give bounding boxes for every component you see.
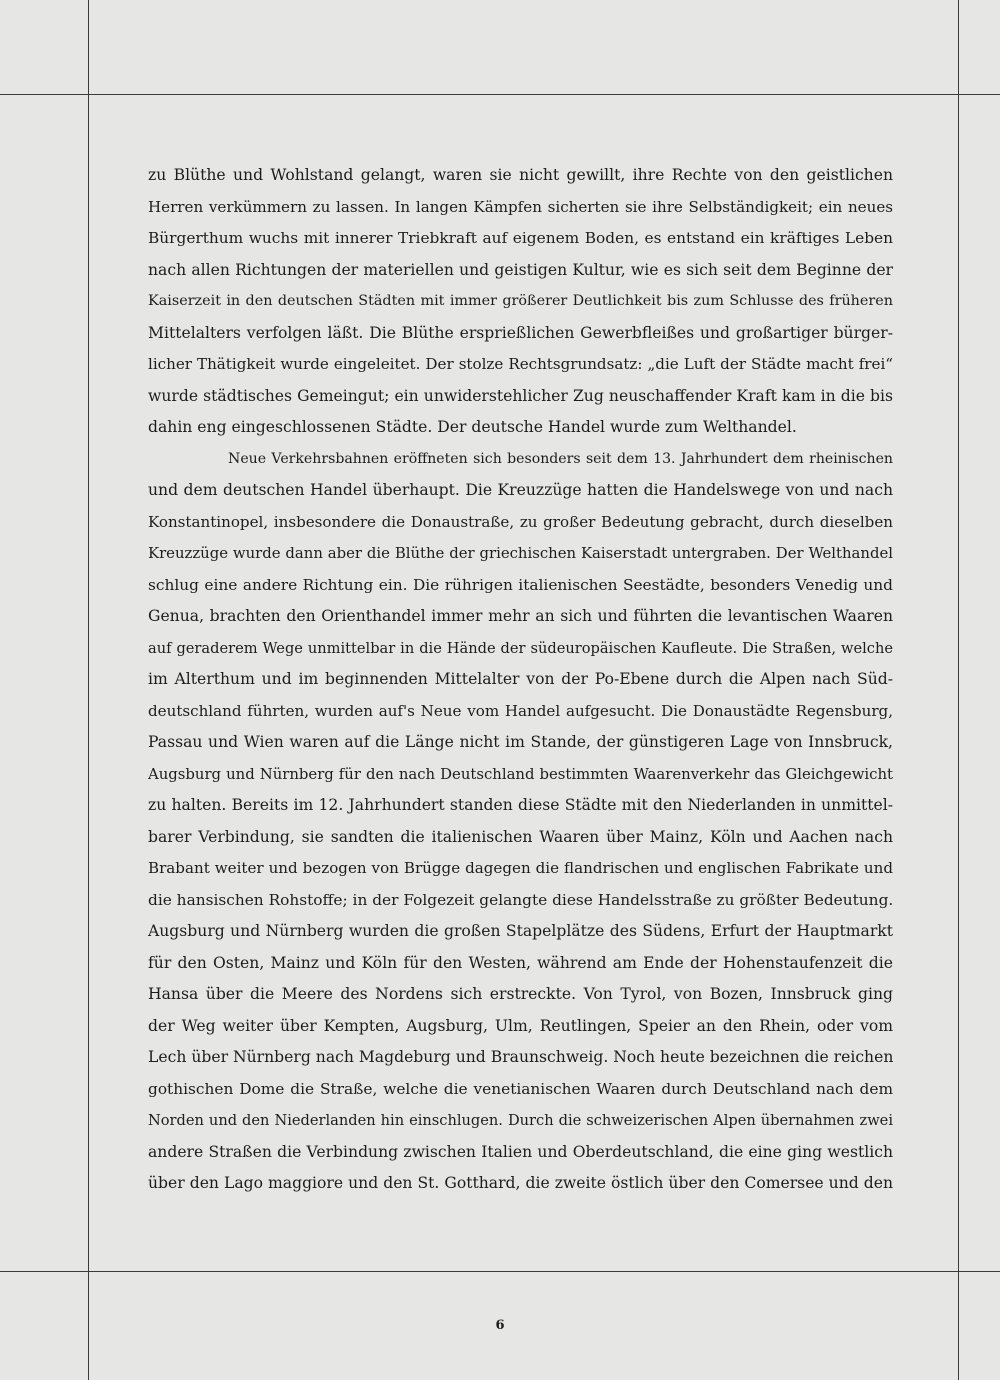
text-line: Norden und den Niederlanden hin einschlugen. Durch die schweizerischen Alpen übernahmen zwei	[148, 1112, 893, 1129]
text-line: Genua, brachten den Orienthandel immer mehr an sich und führten die levantischen Waaren	[148, 607, 893, 625]
text-line: wurde städtisches Gemeingut; ein unwiderstehlicher Zug neuschaffender Kraft kam in die bis	[148, 386, 893, 405]
text-line: Konstantinopel, insbesondere die Donaustraße, zu großer Bedeutung gebracht, durch dieselben	[148, 512, 893, 531]
text-line: Augsburg und Nürnberg wurden die großen Stapelplätze des Südens, Erfurt der Hauptmarkt	[148, 922, 893, 940]
frame-rule-top	[0, 94, 1000, 95]
text-line: für den Osten, Mainz und Köln für den Westen, während am Ende der Hohenstaufenzeit die	[148, 953, 893, 972]
text-line: barer Verbindung, sie sandten die italienischen Waaren über Mainz, Köln und Aachen nach	[148, 827, 893, 846]
text-line: licher Thätigkeit wurde eingeleitet. Der stolze Rechtsgrundsatz: „die Luft der Städte macht frei“	[148, 355, 893, 373]
text-line: Passau und Wien waren auf die Länge nicht im Stande, der günstigeren Lage von Innsbruck,	[148, 733, 893, 751]
text-line: Lech über Nürnberg nach Magdeburg und Braunschweig. Noch heute bezeichnen die reichen	[148, 1048, 893, 1066]
text-line: Kreuzzüge wurde dann aber die Blüthe der griechischen Kaiserstadt untergraben. Der Welthandel	[148, 544, 893, 562]
body-text	[148, 160, 893, 1200]
frame-rule-bottom	[0, 1271, 1000, 1272]
text-line: Augsburg und Nürnberg für den nach Deutschland bestimmten Waarenverkehr das Gleichgewicht	[148, 764, 893, 783]
text-line: Bürgerthum wuchs mit innerer Triebkraft auf eigenem Boden, es entstand ein kräftiges Leben	[148, 229, 893, 247]
text-line: über den Lago maggiore und den St. Gotthard, die zweite östlich über den Comersee und den	[148, 1174, 893, 1192]
text-line: im Alterthum und im beginnenden Mittelalter von der Po-Ebene durch die Alpen nach Süd-	[148, 670, 893, 688]
text-line: auf geraderem Wege unmittelbar in die Hände der südeuropäischen Kaufleute. Die Straßen, welche	[148, 639, 893, 657]
frame-rule-left	[88, 0, 89, 1380]
text-line: deutschland führten, wurden auf's Neue vom Handel aufgesucht. Die Donaustädte Regensburg,	[148, 701, 893, 720]
text-line: zu Blüthe und Wohlstand gelangt, waren sie nicht gewillt, ihre Rechte von den geistlichen	[148, 166, 893, 184]
text-line: Herren verkümmern zu lassen. In langen Kämpfen sicherten sie ihre Selbständigkeit; ein neues	[148, 197, 893, 216]
text-line: schlug eine andere Richtung ein. Die rührigen italienischen Seestädte, besonders Venedig und	[148, 575, 893, 594]
frame-rule-right	[958, 0, 959, 1380]
text-line: gothischen Dome die Straße, welche die venetianischen Waaren durch Deutschland nach dem	[148, 1079, 893, 1098]
text-line: Hansa über die Meere des Nordens sich erstreckte. Von Tyrol, von Bozen, Innsbruck ging	[148, 985, 893, 1003]
text-line: Brabant weiter und bezogen von Brügge dagegen die flandrischen und englischen Fabrikate und	[148, 859, 893, 877]
text-line: andere Straßen die Verbindung zwischen Italien und Oberdeutschland, die eine ging westlich	[148, 1142, 893, 1161]
text-line: Kaiserzeit in den deutschen Städten mit immer größerer Deutlichkeit bis zum Schlusse des früheren	[148, 293, 893, 309]
paragraph-first-line: Neue Verkehrsbahnen eröffneten sich besonders seit dem 13. Jahrhundert dem rheinischen	[228, 450, 893, 467]
page-number: 6	[495, 1318, 505, 1333]
text-line: Mittelalters verfolgen läßt. Die Blüthe ersprießlichen Gewerbfleißes und großartiger bürger-	[148, 323, 893, 342]
text-line: und dem deutschen Handel überhaupt. Die Kreuzzüge hatten die Handelswege von und nach	[148, 481, 893, 499]
text-line: nach allen Richtungen der materiellen und geistigen Kultur, wie es sich seit dem Beginne der	[148, 260, 893, 279]
text-line: zu halten. Bereits im 12. Jahrhundert standen diese Städte mit den Niederlanden in unmittel-	[148, 796, 893, 814]
text-line: der Weg weiter über Kempten, Augsburg, Ulm, Reutlingen, Speier an den Rhein, oder vom	[148, 1016, 893, 1035]
text-line: die hansischen Rohstoffe; in der Folgezeit gelangte diese Handelsstraße zu größter Bedeutung.	[148, 890, 893, 909]
paragraph-end-line: dahin eng eingeschlossenen Städte. Der deutsche Handel wurde zum Welthandel.	[148, 418, 797, 436]
